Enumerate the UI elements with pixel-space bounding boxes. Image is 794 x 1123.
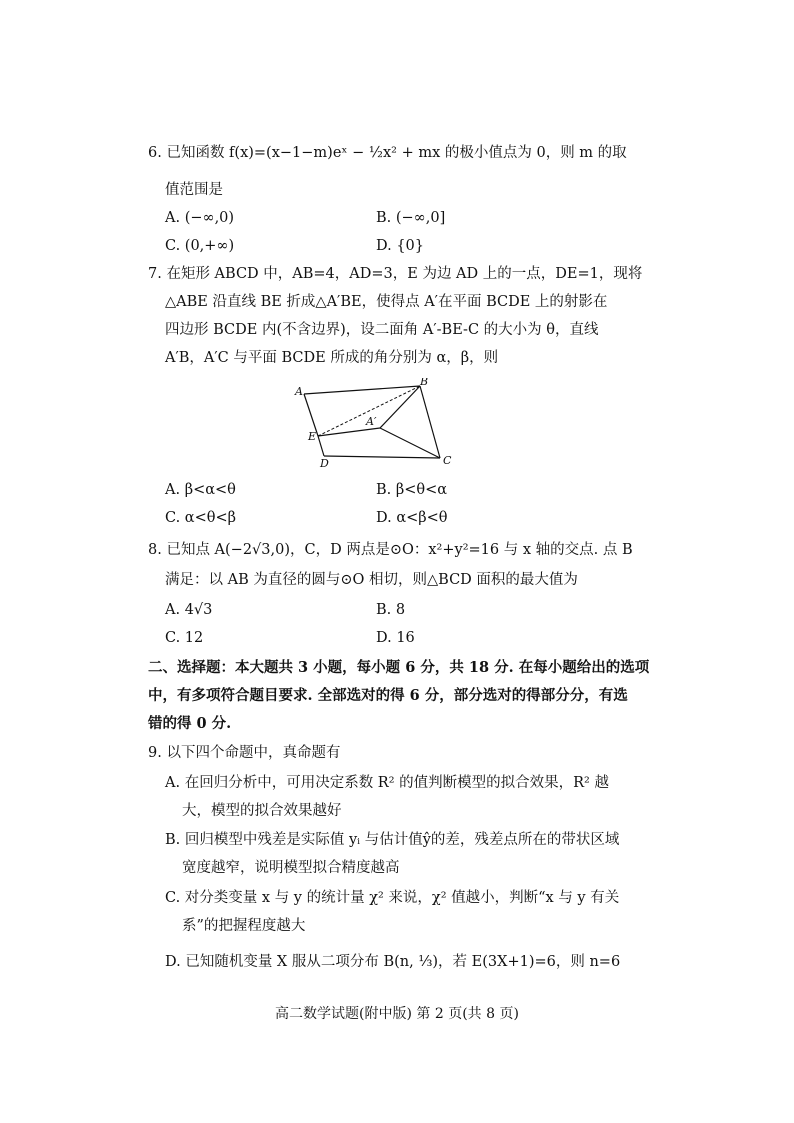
- q7-option-a: A. β<α<θ: [165, 482, 236, 498]
- q9-d-line1: D. 已知随机变量 X 服从二项分布 B(n, ⅓)，若 E(3X+1)=6，则 n=6: [165, 954, 621, 970]
- q8-option-c: C. 12: [165, 630, 204, 646]
- q8-line2: 满足：以 AB 为直径的圆与⊙O 相切，则△BCD 面积的最大值为: [165, 572, 578, 588]
- q6-line1: 6. 已知函数 f(x)=(x−1−m)eˣ − ½x² + mx 的极小值点为 0，则 m 的取: [148, 145, 627, 161]
- page-footer: 高二数学试题(附中版) 第 2 页(共 8 页): [275, 1006, 519, 1022]
- section2-line3: 错的得 0 分.: [148, 715, 232, 732]
- edge-ea1: [318, 428, 380, 436]
- q6-option-b: B. (−∞,0]: [376, 210, 446, 226]
- q6-option-c: C. (0,+∞): [165, 238, 235, 254]
- q8-option-a: A. 4√3: [165, 602, 213, 618]
- q7-option-d: D. α<β<θ: [376, 510, 448, 526]
- edge-cd: [324, 456, 440, 458]
- section2-line1: 二、选择题：本大题共 3 小题，每小题 6 分，共 18 分. 在每小题给出的选项: [148, 659, 650, 676]
- label-a: A: [295, 385, 303, 398]
- q8-option-d: D. 16: [376, 630, 415, 646]
- q6-line2: 值范围是: [165, 182, 223, 198]
- edge-a1c: [380, 428, 440, 458]
- edge-ab: [304, 386, 420, 394]
- q8-line1: 8. 已知点 A(−2√3,0)，C，D 两点是⊙O：x²+y²=16 与 x 轴的交点. 点 B: [148, 542, 633, 558]
- q9-b-line1: B. 回归模型中残差是实际值 yᵢ 与估计值ŷ的差，残差点所在的带状区域: [165, 832, 620, 848]
- label-e: E: [308, 430, 317, 443]
- q9-c-line2: 系”的把握程度越大: [182, 918, 306, 934]
- q9-a-line2: 大，模型的拟合效果越好: [182, 803, 342, 819]
- q7-line2: △ABE 沿直线 BE 折成△A′BE，使得点 A′在平面 BCDE 上的射影在: [165, 294, 608, 310]
- q7-line4: A′B，A′C 与平面 BCDE 所成的角分别为 α，β，则: [165, 350, 499, 366]
- q8-option-b: B. 8: [376, 602, 406, 618]
- edge-a1b: [380, 386, 420, 428]
- q7-line1: 7. 在矩形 ABCD 中，AB=4，AD=3，E 为边 AD 上的一点，DE=1，现将: [148, 266, 643, 282]
- q7-option-b: B. β<θ<α: [376, 482, 448, 498]
- label-d: D: [320, 457, 329, 470]
- q9-a-line1: A. 在回归分析中，可用决定系数 R² 的值判断模型的拟合效果，R² 越: [165, 775, 609, 791]
- label-c: C: [443, 454, 452, 467]
- q9-stem: 9. 以下四个命题中，真命题有: [148, 745, 341, 761]
- edge-bc: [420, 386, 440, 458]
- q9-b-line2: 宽度越窄，说明模型拟合精度越高: [182, 860, 400, 876]
- q6-option-d: D. {0}: [376, 238, 425, 254]
- q7-line3: 四边形 BCDE 内(不含边界)，设二面角 A′-BE-C 的大小为 θ，直线: [165, 322, 599, 338]
- q7-option-c: C. α<θ<β: [165, 510, 236, 526]
- q9-c-line1: C. 对分类变量 x 与 y 的统计量 χ² 来说，χ² 值越小，判断“x 与 y 有关: [165, 890, 620, 906]
- section2-line2: 中，有多项符合题目要求. 全部选对的得 6 分，部分选对的得部分分，有选: [148, 687, 628, 704]
- q6-option-a: A. (−∞,0): [165, 210, 235, 226]
- edge-ed: [318, 436, 324, 456]
- edge-eb-dashed: [318, 386, 420, 436]
- q7-figure: [290, 378, 460, 470]
- label-a-prime: A′: [366, 415, 377, 428]
- label-b: B: [420, 378, 429, 388]
